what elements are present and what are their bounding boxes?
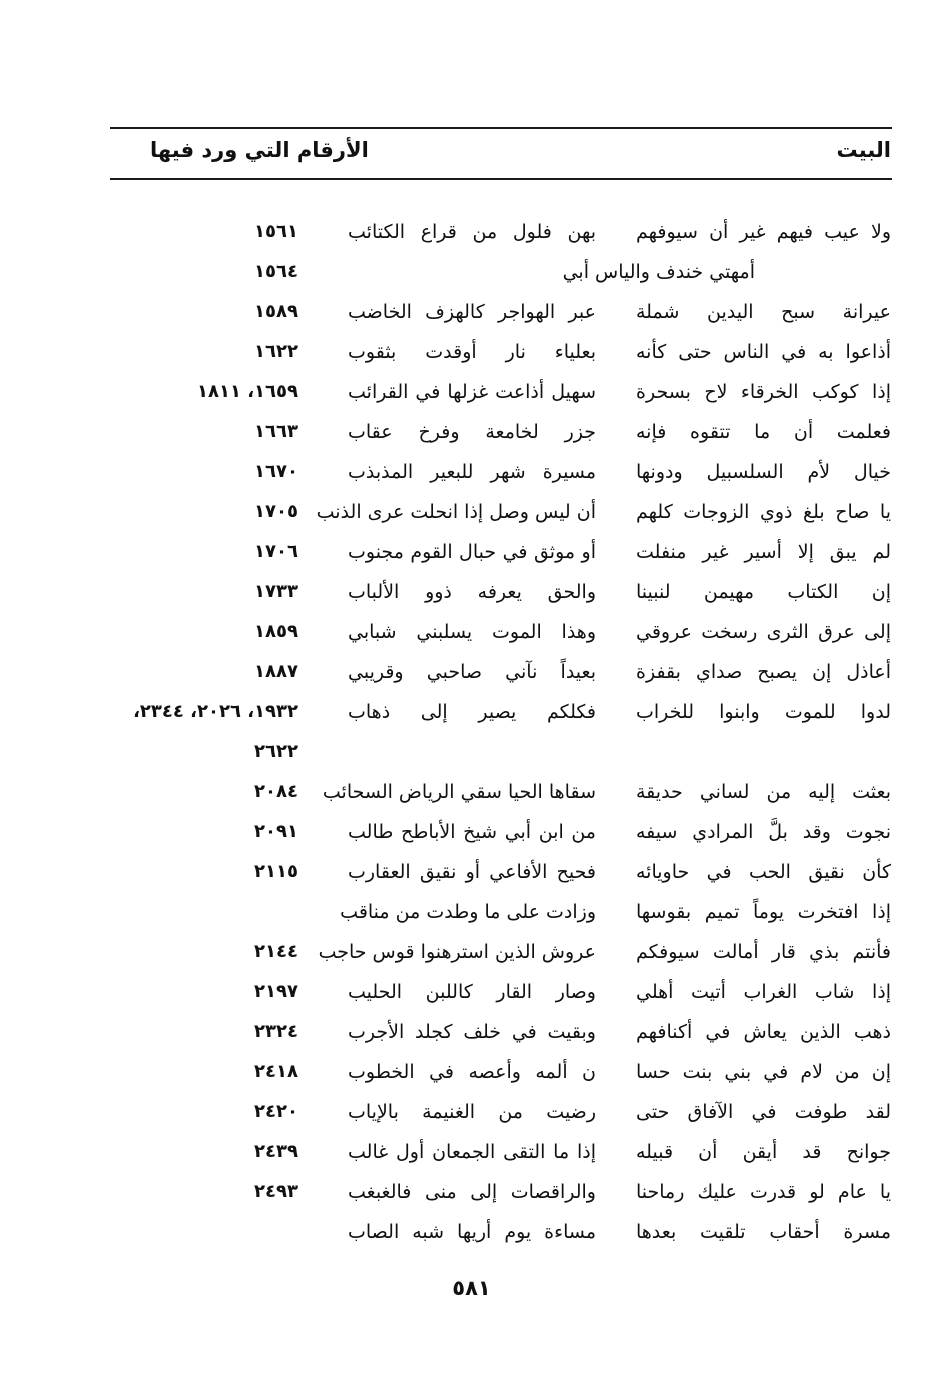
verse-row bbox=[0, 1212, 943, 1252]
verse-second-hemistich: وبقيت في خلف كجلد الأجرب bbox=[348, 1021, 596, 1043]
header-bottom-rule bbox=[110, 178, 892, 180]
column-header-verse: البيت bbox=[836, 138, 891, 162]
verse-first-hemistich: أعاذل إن يصبح صداي بقفزة bbox=[636, 661, 891, 683]
verse-first-hemistich: عيرانة سبح اليدين شملة bbox=[636, 301, 891, 323]
verse-second-hemistich: بعيداً نآني صاحبي وقريبي bbox=[348, 661, 596, 683]
verse-first-hemistich: خيال لأم السلسبيل ودونها bbox=[636, 461, 891, 483]
verse-row bbox=[0, 292, 943, 332]
verse-row bbox=[0, 412, 943, 452]
verse-reference-numbers: ١٥٦٤ bbox=[254, 261, 298, 282]
verse-second-hemistich: وهذا الموت يسلبني شبابي bbox=[348, 621, 596, 643]
verse-row bbox=[0, 812, 943, 852]
verse-row bbox=[0, 332, 943, 372]
verse-reference-numbers: ٢٦٢٢ bbox=[254, 741, 298, 762]
verse-first-hemistich: ولا عيب فيهم غير أن سيوفهم bbox=[636, 221, 891, 243]
verse-row bbox=[0, 572, 943, 612]
verse-first-hemistich: مسرة أحقاب تلقيت بعدها bbox=[636, 1221, 891, 1243]
verse-first-hemistich: يا عام لو قدرت عليك رماحنا bbox=[636, 1181, 891, 1203]
verse-reference-numbers: ٢١٤٤ bbox=[254, 941, 298, 962]
verse-row bbox=[0, 1052, 943, 1092]
verse-row bbox=[0, 492, 943, 532]
verse-first-hemistich: إن الكتاب مهيمن لنبينا bbox=[636, 581, 891, 603]
verse-first-hemistich: لقد طوفت في الآفاق حتى bbox=[636, 1101, 891, 1123]
verse-reference-numbers: ٢١١٥ bbox=[254, 861, 298, 882]
verse-reference-numbers: ٢٤٢٠ bbox=[254, 1101, 298, 1122]
verse-first-hemistich: إلى عرق الثرى رسخت عروقي bbox=[636, 621, 891, 643]
verse-first-hemistich: لدوا للموت وابنوا للخراب bbox=[636, 701, 891, 723]
verse-row bbox=[0, 1172, 943, 1212]
verse-first-hemistich: إذا افتخرت يوماً تميم بقوسها bbox=[636, 901, 891, 923]
verse-reference-numbers: ٢٤١٨ bbox=[254, 1061, 298, 1082]
verse-row bbox=[0, 452, 943, 492]
verse-first-hemistich: أمهتي خندف والياس أبي bbox=[562, 261, 755, 283]
verse-reference-numbers: ٢٤٩٣ bbox=[254, 1181, 298, 1202]
verse-row bbox=[0, 532, 943, 572]
verse-first-hemistich: فعلمت أن ما تتقوه فإنه bbox=[636, 421, 891, 443]
verse-row bbox=[0, 892, 943, 932]
verse-second-hemistich: مسيرة شهر للبعير المذبذب bbox=[348, 461, 596, 483]
column-header-references: الأرقام التي ورد فيها bbox=[150, 138, 369, 162]
verse-reference-numbers: ١٥٦١ bbox=[254, 221, 298, 242]
verse-second-hemistich: إذا ما التقى الجمعان أول غالب bbox=[348, 1141, 596, 1163]
verse-first-hemistich: فأنتم بذي قار أمالت سيوفكم bbox=[636, 941, 891, 963]
verse-index-list bbox=[0, 212, 943, 1252]
header-top-rule bbox=[110, 127, 892, 129]
verse-first-hemistich: إن من لام في بني بنت حسا bbox=[636, 1061, 891, 1083]
verse-first-hemistich: كأن نقيق الحب في حاويائه bbox=[636, 861, 891, 883]
verse-reference-numbers: ١٦٦٣ bbox=[254, 421, 298, 442]
verse-reference-numbers: ١٧٣٣ bbox=[254, 581, 298, 602]
verse-second-hemistich: سقاها الحيا سقي الرياض السحائب bbox=[322, 781, 596, 803]
verse-first-hemistich: بعثت إليه من لساني حديقة bbox=[636, 781, 891, 803]
verse-first-hemistich: جوانح قد أيقن أن قبيله bbox=[636, 1141, 891, 1163]
verse-reference-numbers: ١٧٠٥ bbox=[254, 501, 298, 522]
verse-reference-numbers: ١٦٥٩، ١٨١١ bbox=[196, 381, 298, 402]
verse-second-hemistich: أو موثق في حبال القوم مجنوب bbox=[348, 541, 596, 563]
verse-reference-numbers: ١٥٨٩ bbox=[254, 301, 298, 322]
verse-second-hemistich: وزادت على ما وطدت من مناقب bbox=[340, 901, 596, 923]
verse-reference-numbers: ٢٣٢٤ bbox=[254, 1021, 298, 1042]
verse-second-hemistich: وصار القار كاللبن الحليب bbox=[348, 981, 596, 1003]
verse-reference-numbers: ١٩٣٢، ٢٠٢٦، ٢٣٤٤، bbox=[133, 701, 298, 722]
verse-row bbox=[0, 212, 943, 252]
verse-row bbox=[0, 652, 943, 692]
verse-row bbox=[0, 852, 943, 892]
verse-first-hemistich: إذا كوكب الخرقاء لاح بسحرة bbox=[636, 381, 891, 403]
verse-reference-numbers: ٢٠٩١ bbox=[254, 821, 298, 842]
verse-reference-numbers: ١٦٧٠ bbox=[254, 461, 298, 482]
verse-first-hemistich: لم يبق إلا أسير غير منفلت bbox=[636, 541, 891, 563]
verse-second-hemistich: أن ليس وصل إذا انحلت عرى الذنب bbox=[316, 501, 596, 523]
verse-second-hemistich: والراقصات إلى منى فالغبغب bbox=[348, 1181, 596, 1203]
verse-row bbox=[0, 1012, 943, 1052]
verse-second-hemistich: من ابن أبي شيخ الأباطح طالب bbox=[348, 821, 596, 843]
verse-second-hemistich: مساءة يوم أريها شبه الصاب bbox=[348, 1221, 596, 1243]
verse-row bbox=[0, 1132, 943, 1172]
verse-first-hemistich: أذاعوا به في الناس حتى كأنه bbox=[636, 341, 891, 363]
verse-second-hemistich: جزر لخامعة وفرخ عقاب bbox=[348, 421, 596, 443]
verse-second-hemistich: بعلياء نار أوقدت بثقوب bbox=[348, 341, 596, 363]
verse-second-hemistich: بهن فلول من قراع الكتائب bbox=[348, 221, 596, 243]
verse-row bbox=[0, 372, 943, 412]
verse-second-hemistich: فحيح الأفاعي أو نقيق العقارب bbox=[348, 861, 596, 883]
verse-second-hemistich: عروش الذين استرهنوا قوس حاجب bbox=[318, 941, 596, 963]
verse-reference-numbers: ١٨٨٧ bbox=[254, 661, 298, 682]
verse-row bbox=[0, 732, 943, 772]
verse-reference-numbers: ١٦٢٢ bbox=[254, 341, 298, 362]
verse-reference-numbers: ١٨٥٩ bbox=[254, 621, 298, 642]
verse-row bbox=[0, 932, 943, 972]
verse-row bbox=[0, 972, 943, 1012]
verse-second-hemistich: ن ألمه وأعصه في الخطوب bbox=[348, 1061, 596, 1083]
verse-reference-numbers: ١٧٠٦ bbox=[254, 541, 298, 562]
verse-row bbox=[0, 692, 943, 732]
verse-second-hemistich: سهيل أذاعت غزلها في القرائب bbox=[348, 381, 596, 403]
verse-second-hemistich: والحق يعرفه ذوو الألباب bbox=[348, 581, 596, 603]
verse-row bbox=[0, 772, 943, 812]
verse-reference-numbers: ٢٤٣٩ bbox=[254, 1141, 298, 1162]
verse-second-hemistich: رضيت من الغنيمة بالإياب bbox=[348, 1101, 596, 1123]
verse-first-hemistich: ذهب الذين يعاش في أكنافهم bbox=[636, 1021, 891, 1043]
verse-first-hemistich: يا صاح بلغ ذوي الزوجات كلهم bbox=[636, 501, 891, 523]
verse-row bbox=[0, 252, 943, 292]
verse-second-hemistich: فكلكم يصير إلى ذهاب bbox=[348, 701, 596, 723]
verse-first-hemistich: إذا شاب الغراب أتيت أهلي bbox=[636, 981, 891, 1003]
verse-first-hemistich: نجوت وقد بلَّ المرادي سيفه bbox=[636, 821, 891, 843]
verse-reference-numbers: ٢٠٨٤ bbox=[254, 781, 298, 802]
page-number: ٥٨١ bbox=[452, 1276, 491, 1300]
verse-row bbox=[0, 612, 943, 652]
verse-row bbox=[0, 1092, 943, 1132]
verse-reference-numbers: ٢١٩٧ bbox=[254, 981, 298, 1002]
verse-second-hemistich: عبر الهواجر كالهزف الخاضب bbox=[348, 301, 596, 323]
